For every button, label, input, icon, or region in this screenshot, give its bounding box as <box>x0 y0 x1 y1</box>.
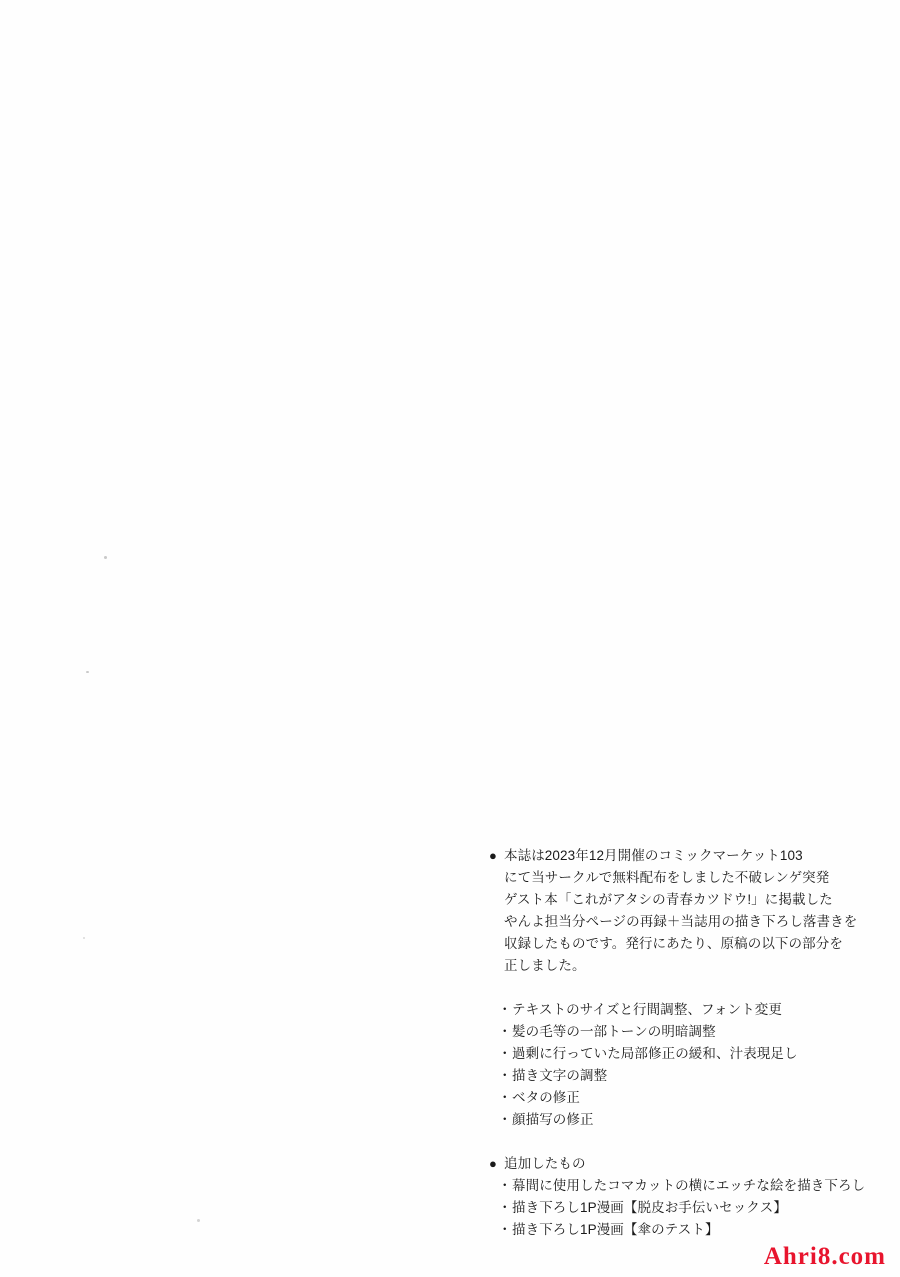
list-item: ・ 髪の毛等の一部トーンの明暗調整 <box>504 1021 881 1043</box>
bullet-icon: ● <box>489 848 497 863</box>
site-watermark: Ahri8.com <box>763 1243 886 1270</box>
intro-paragraph <box>489 845 881 977</box>
intro-line: 本誌は2023年12月開催のコミックマーケット103 <box>504 848 803 863</box>
intro-line: 正しました。 <box>504 958 586 973</box>
scan-speck <box>104 556 107 559</box>
list-item: ・ 顔描写の修正 <box>504 1109 881 1131</box>
intro-line: にて当サークルで無料配布をしました不破レンゲ突発 <box>504 870 830 885</box>
list-item: ・ 描き下ろし1P漫画【傘のテスト】 <box>504 1219 881 1241</box>
list-item: ・ 描き下ろし1P漫画【脱皮お手伝いセックス】 <box>504 1197 881 1219</box>
list-item: ・ 過剰に行っていた局部修正の緩和、汁表現足し <box>504 1043 881 1065</box>
intro-line: やんよ担当分ページの再録＋当誌用の描き下ろし落書きを <box>504 914 858 929</box>
scan-speck <box>83 937 85 939</box>
scan-speck <box>197 1219 200 1222</box>
list-item: ・ 幕間に使用したコマカットの横にエッチな絵を描き下ろし <box>504 1175 881 1197</box>
list-item: ・ テキストのサイズと行間調整、フォント変更 <box>504 999 881 1021</box>
additions-heading <box>489 1153 881 1175</box>
additions-list <box>489 1175 881 1241</box>
scan-speck <box>86 671 89 673</box>
intro-line: ゲスト本「これがアタシの青春カツドウ!」に掲載した <box>504 892 833 907</box>
list-item: ・ ベタの修正 <box>504 1087 881 1109</box>
afterword-text-block <box>489 845 881 1241</box>
list-item: ・ 描き文字の調整 <box>504 1065 881 1087</box>
additions-heading-label: 追加したもの <box>504 1156 586 1171</box>
bullet-icon: ● <box>489 1156 497 1171</box>
corrections-list <box>489 999 881 1131</box>
intro-line: 収録したものです。発行にあたり、原稿の以下の部分を <box>504 936 843 951</box>
